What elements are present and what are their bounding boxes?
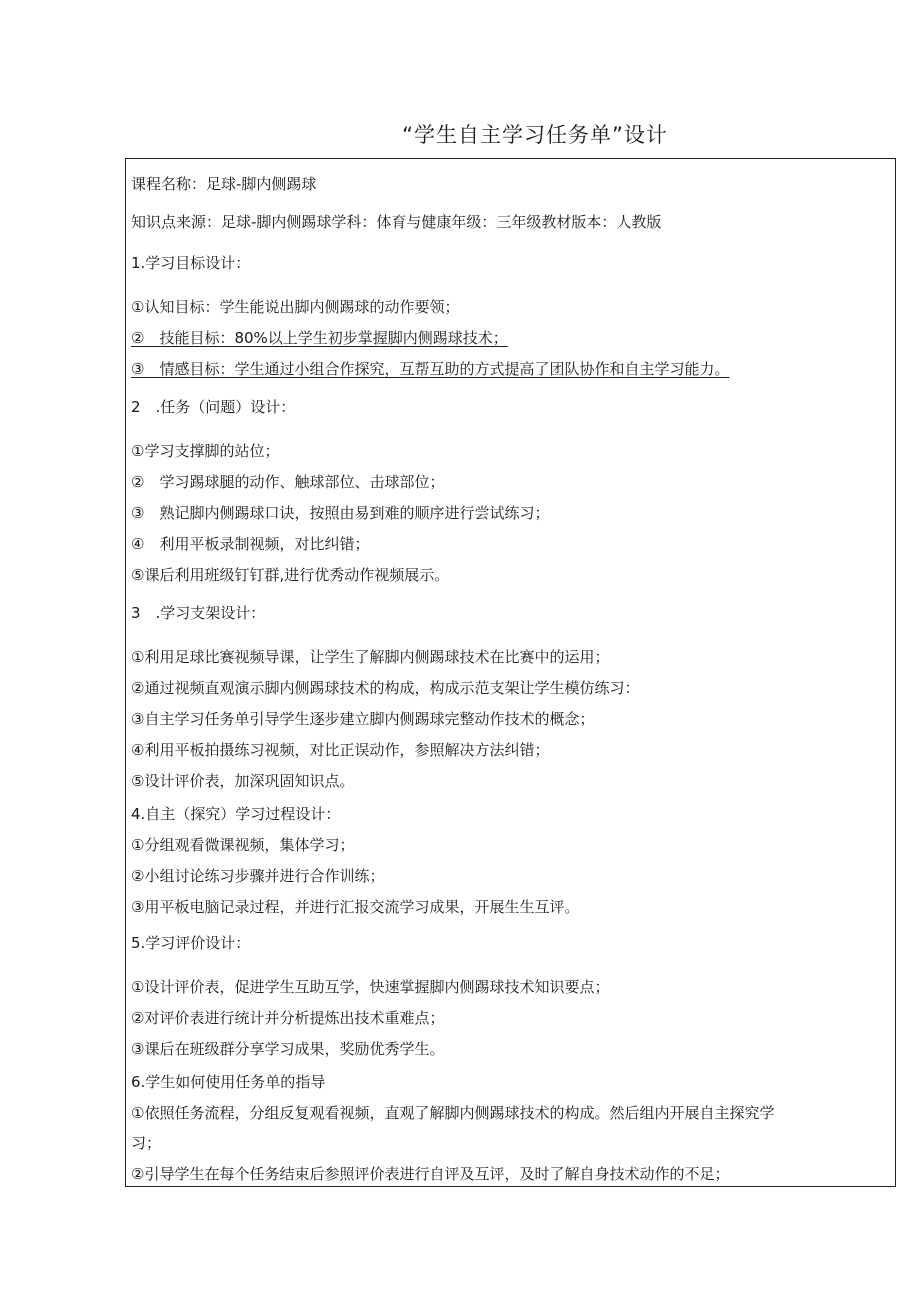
section2-heading: 2 .任务（问题）设计： bbox=[131, 398, 296, 416]
section5-heading: 5.学习评价设计： bbox=[131, 934, 251, 952]
section1-item-1: ①认知目标：学生能说出脚内侧踢球的动作要领； bbox=[131, 298, 460, 316]
section4-item-3: ③用平板电脑记录过程，并进行汇报交流学习成果，开展生生互评。 bbox=[131, 898, 580, 916]
section4-item-2: ②小组讨论练习步骤并进行合作训练； bbox=[131, 867, 385, 885]
section2-item-4: ④ 利用平板录制视频，对比纠错； bbox=[131, 535, 370, 553]
section1-item-2: ② 技能目标：80%以上学生初步掌握脚内侧踢球技术； bbox=[131, 329, 508, 347]
section4-item-1: ①分组观看微课视频，集体学习； bbox=[131, 836, 355, 854]
section3-item-2: ②通过视频直观演示脚内侧踢球技术的构成，构成示范支架让学生模仿练习： bbox=[131, 679, 640, 697]
section6-item-1-line-2: 习； bbox=[131, 1134, 162, 1152]
section3-item-1: ①利用足球比赛视频导课，让学生了解脚内侧踢球技术在比赛中的运用； bbox=[131, 648, 610, 666]
section2-item-3: ③ 熟记脚内侧踢球口诀，按照由易到难的顺序进行尝试练习； bbox=[131, 504, 550, 522]
section6-heading: 6.学生如何使用任务单的指导 bbox=[131, 1073, 326, 1091]
section3-item-4: ④利用平板拍摄练习视频，对比正误动作，参照解决方法纠错； bbox=[131, 741, 550, 759]
section5-item-1: ①设计评价表，促进学生互助互学，快速掌握脚内侧踢球技术知识要点； bbox=[131, 978, 610, 996]
section2-item-1: ①学习支撑脚的站位； bbox=[131, 442, 280, 460]
section2-item-5: ⑤课后利用班级钉钉群,进行优秀动作视频展示。 bbox=[131, 566, 450, 584]
section1-heading: 1.学习目标设计： bbox=[131, 254, 251, 272]
knowledge-source: 知识点来源：足球-脚内侧踢球学科：体育与健康年级：三年级教材版本：人教版 bbox=[131, 213, 662, 231]
section5-item-2: ②对评价表进行统计并分析提炼出技术重难点； bbox=[131, 1009, 445, 1027]
section6-item-2: ②引导学生在每个任务结束后参照评价表进行自评及互评，及时了解自身技术动作的不足； bbox=[131, 1165, 730, 1183]
section4-heading: 4.自主（探究）学习过程设计： bbox=[131, 805, 341, 823]
section3-item-5: ⑤设计评价表，加深巩固知识点。 bbox=[131, 772, 355, 790]
section1-item-3: ③ 情感目标：学生通过小组合作探究，互帮互助的方式提高了团队协作和自主学习能力。 bbox=[131, 360, 730, 378]
section2-item-2: ② 学习踢球腿的动作、触球部位、击球部位； bbox=[131, 473, 445, 491]
page-title: “学生自主学习任务单”设计 bbox=[402, 123, 668, 147]
section3-heading: 3 .学习支架设计： bbox=[131, 604, 266, 622]
course-name: 课程名称：足球-脚内侧踢球 bbox=[131, 175, 317, 193]
section3-item-3: ③自主学习任务单引导学生逐步建立脚内侧踢球完整动作技术的概念； bbox=[131, 710, 595, 728]
section6-item-1-line-1: ①依照任务流程，分组反复观看视频，直观了解脚内侧踢球技术的构成。然后组内开展自主探究学 bbox=[131, 1104, 775, 1122]
section5-item-3: ③课后在班级群分享学习成果，奖励优秀学生。 bbox=[131, 1040, 445, 1058]
